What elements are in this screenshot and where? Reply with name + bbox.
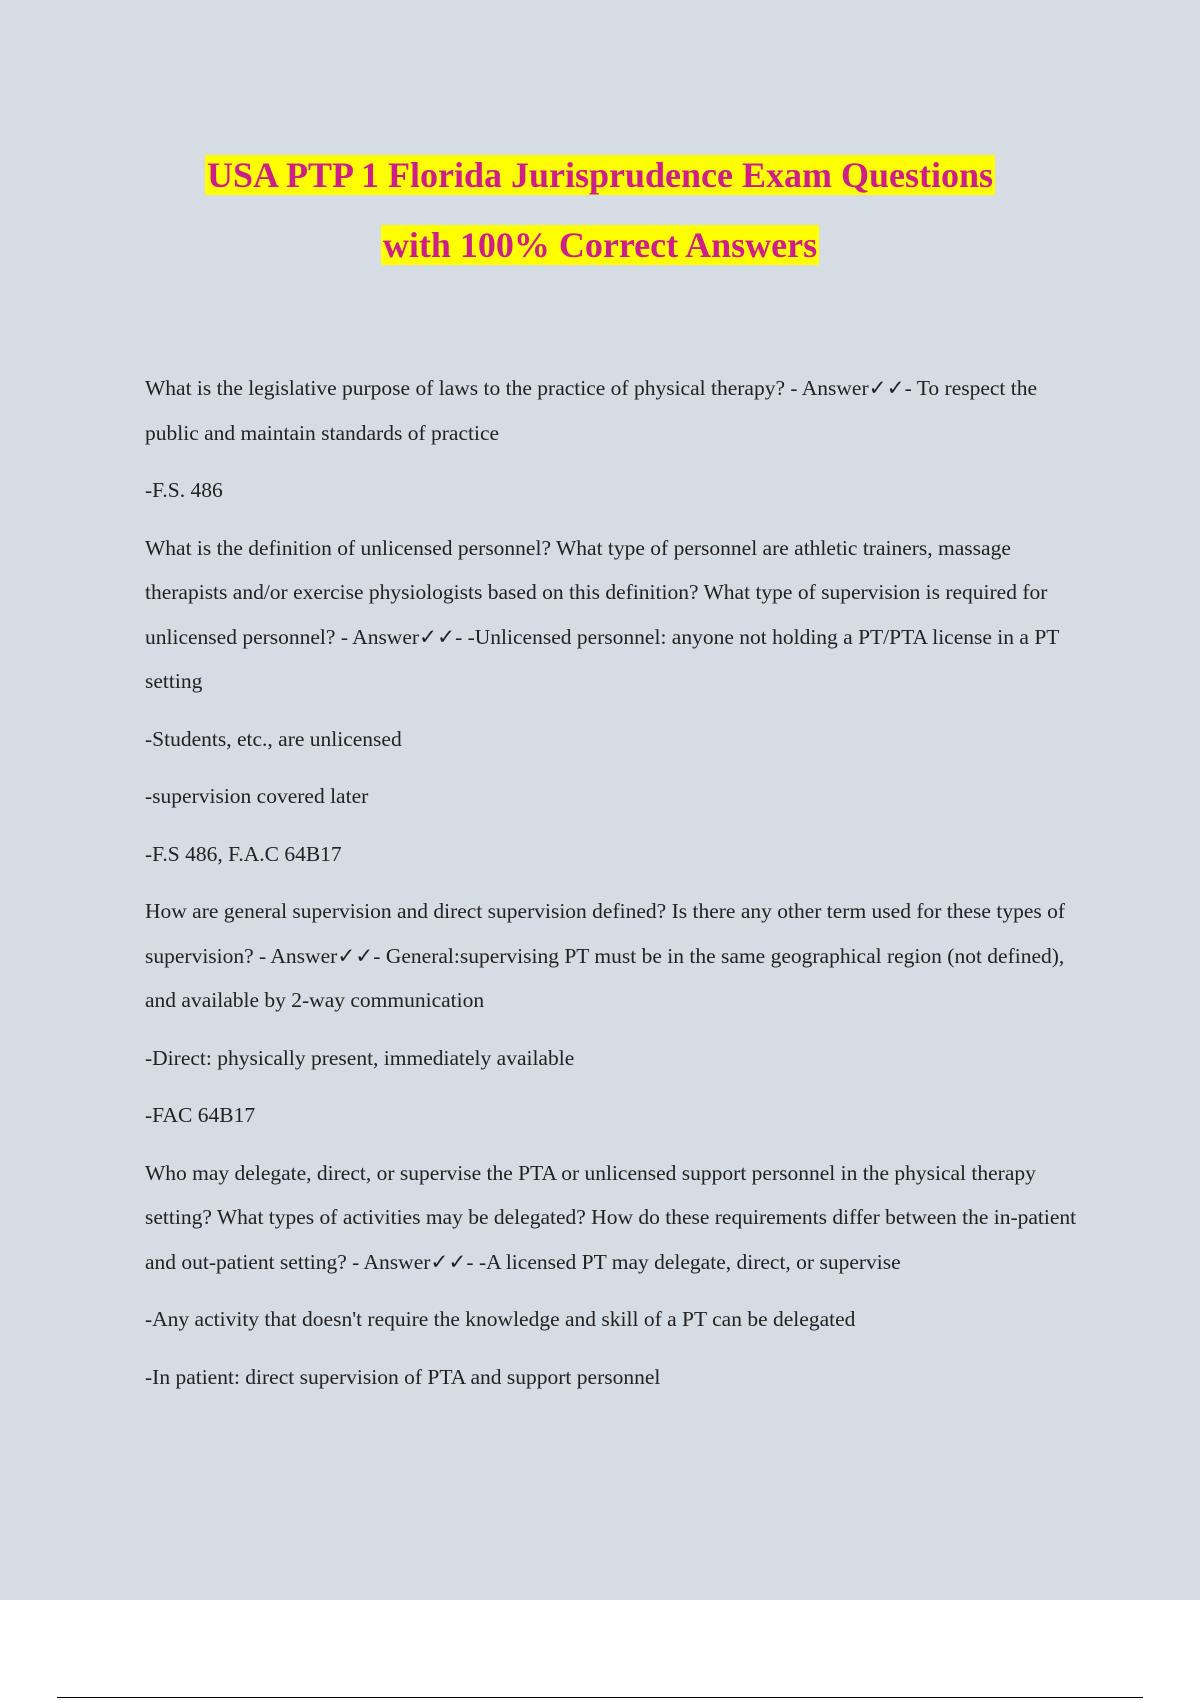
title-line-2: with 100% Correct Answers [382,225,818,265]
paragraph: How are general supervision and direct supervision defined? Is there any other term used for these types of supervision? - Answer✓✓- General:supervising PT must be in the same geographical region (not defined), and available by 2-way communication [145,899,1066,1012]
paragraph: -Any activity that doesn't require the knowledge and skill of a PT can be delegated [145,1307,856,1331]
paragraph: -FAC 64B17 [145,1103,256,1127]
document-title [0,140,1200,280]
title-line-1: USA PTP 1 Florida Jurisprudence Exam Questions [206,155,994,195]
paragraph: Who may delegate, direct, or supervise the PTA or unlicensed support personnel in the physical therapy setting? What types of activities may be delegated? How do these requirements differ between the in-patient and out-patient setting? - Answer✓✓- -A licensed PT may delegate, direct, or supervise [145,1160,1077,1274]
paragraph: -F.S 486, F.A.C 64B17 [145,841,342,866]
footer-divider [57,1697,1143,1698]
paragraph: What is the definition of unlicensed personnel? What type of personnel are athletic trainers, massage therapists and/or exercise physiologists based on this definition? What type of supervision is required for unlicensed personnel? - Answer✓✓- -Unlicensed personnel: anyone not holding a PT/PTA license in a PT setting [145,535,1060,693]
document-body [145,366,1080,1412]
paragraph: -Direct: physically present, immediately available [145,1045,575,1070]
paragraph: What is the legislative purpose of laws to the practice of physical therapy? - Answer✓✓- To respect the public and maintain standards of practice [145,376,1038,445]
paragraph: -In patient: direct supervision of PTA and support personnel [145,1364,661,1389]
paragraph: -Students, etc., are unlicensed [145,726,402,751]
paragraph: -supervision covered later [145,784,369,808]
paragraph: -F.S. 486 [145,478,223,502]
